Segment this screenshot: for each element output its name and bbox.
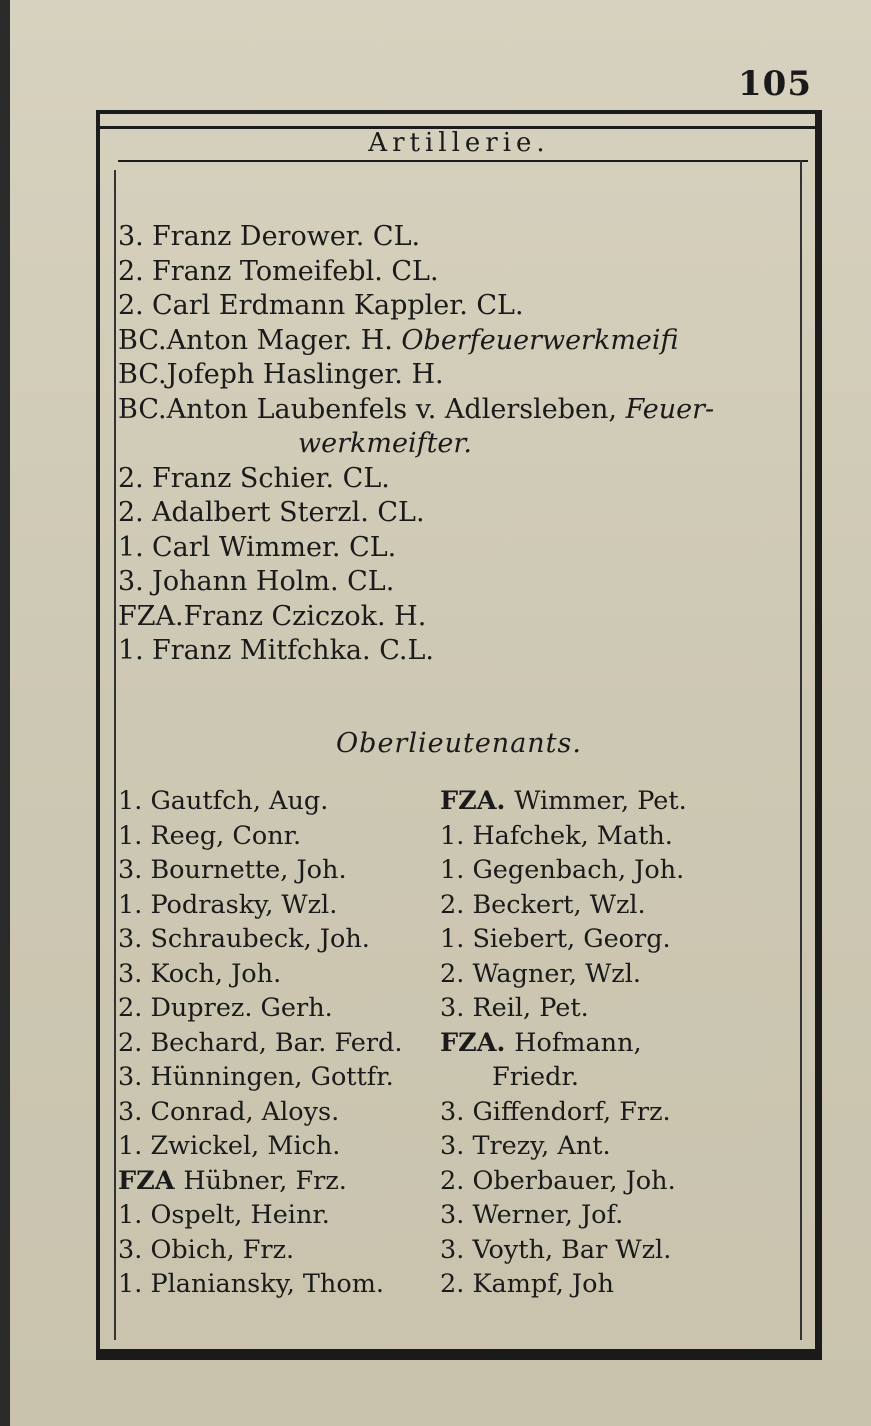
battalion-number: 3. [118,958,151,989]
officer-name: Ospelt, Heinr. [150,1200,330,1230]
lieutenant-entry [440,1060,800,1095]
officer-name: Franz Mitfchka. C.L. [152,635,434,666]
officer-rank: Oberfeuerwerkmeifi [401,324,679,356]
lieutenant-entry [118,957,448,992]
officer-name: Franz Cziczok. H. [183,600,427,632]
lieutenant-entry [118,784,448,819]
lieutenant-entry [440,1267,800,1302]
lieutenant-entry [440,1198,800,1233]
captain-entry [118,634,808,669]
officer-name: Schraubeck, Joh. [150,924,370,954]
lieutenant-entry [118,991,448,1026]
lieutenant-entry [440,1129,800,1164]
officer-name: Gegenbach, Joh. [472,855,685,885]
officer-rank: Feuer- [625,393,715,425]
captain-entry [118,496,808,531]
officer-name: Carl Wimmer. CL. [152,531,397,563]
lieutenant-entry [440,1164,800,1199]
battalion-number: 3. [118,221,144,252]
battalion-number: 2. [118,993,151,1023]
officer-name: Beckert, Wzl. [472,889,646,920]
battalion-number: 3. [118,855,151,885]
officer-name: Reeg, Conr. [150,820,302,851]
officer-name: Reil, Pet. [472,993,589,1023]
lieutenant-entry [118,1198,448,1233]
lieutenant-entry [440,957,800,992]
battalion-number: 3. [118,566,144,597]
battalion-number: 3. [118,1234,151,1265]
captain-entry [118,462,808,497]
officer-name: Wimmer, Pet. [514,786,687,816]
lieutenant-entry [118,1267,448,1302]
battalion-number: 3. [118,1062,151,1092]
captain-entry [118,565,808,600]
captain-entry [118,600,808,635]
lieutenant-entry [118,1164,448,1199]
battalion-number: 1. [118,786,151,816]
lieutenant-entry [118,1060,448,1095]
officer-name: Voyth, Bar Wzl. [472,1234,672,1265]
battalion-number: 1. [118,1269,151,1299]
battalion-number: 1. [118,531,144,563]
lieutenant-entry [440,888,800,923]
captain-entry [118,324,808,359]
captain-entry [118,393,808,428]
officer-name: Hünningen, Gottfr. [150,1062,394,1092]
captain-entry [118,220,808,255]
battalion-number: 2. [118,462,144,494]
lieutenant-entry [440,1095,800,1130]
battalion-number: 3. [440,1234,473,1265]
battalion-number: FZA [118,1165,184,1196]
lieutenant-entry [440,1233,800,1268]
battalion-number: 1. [440,855,473,885]
battalion-number: 1. [118,1200,151,1230]
battalion-number: 3. [440,993,473,1023]
officer-name: Wagner, Wzl. [472,958,641,989]
officer-name: Kampf, Joh [472,1269,614,1299]
captain-entry [118,289,808,324]
battalion-number: 3. [118,924,151,954]
battalion-number: FZA. [440,1027,515,1058]
battalion-number: BC. [118,393,167,425]
officer-name: Franz Schier. CL. [152,462,390,494]
captains-list [118,220,808,669]
lieutenant-entry [440,819,800,854]
battalion-number: 2. [440,889,473,920]
battalion-number: 1. [440,924,473,954]
officer-name: Jofeph Haslinger. H. [166,359,444,390]
lieutenant-entry [440,922,800,957]
officer-name: Johann Holm. CL. [152,566,395,597]
officer-name: Podrasky, Wzl. [150,889,338,920]
captain-entry [118,255,808,290]
battalion-number: 1. [440,820,473,851]
officer-name: Conrad, Aloys. [150,1096,340,1127]
officer-name: Oberbauer, Joh. [472,1165,676,1196]
lieutenant-entry [440,1026,800,1061]
lieutenant-entry [118,1129,448,1164]
battalion-number: 3. [440,1131,473,1161]
officer-name: Giffendorf, Frz. [472,1096,671,1127]
officer-name: Adalbert Sterzl. CL. [152,497,425,528]
lieutenant-entry [118,819,448,854]
officer-name: Hübner, Frz. [183,1165,347,1196]
lieutenant-entry [440,853,800,888]
battalion-number: 3. [440,1200,473,1230]
lieutenants-left-column [118,784,448,1302]
lieutenant-entry [118,922,448,957]
officer-name: Hafchek, Math. [472,820,673,851]
lieutenant-entry [118,853,448,888]
battalion-number: 2. [118,290,144,321]
battalion-number: FZA. [440,786,515,816]
officer-name: Werner, Jof. [472,1200,624,1230]
battalion-number: 2. [440,1269,473,1299]
officer-name: Bournette, Joh. [150,855,347,885]
officer-name: Franz Tomeifebl. CL. [152,255,439,287]
officer-name: Bechard, Bar. Ferd. [150,1027,403,1058]
battalion-number: 1. [118,889,151,920]
captain-entry [118,531,808,566]
battalion-number: 1. [118,1131,151,1161]
officer-name: Anton Mager. H. [166,324,402,356]
lieutenant-entry [440,991,800,1026]
battalion-number: FZA. [118,600,184,632]
officer-name: Koch, Joh. [150,958,282,989]
officer-name: Hofmann, [514,1027,642,1058]
lieutenant-entry [440,784,800,819]
page-binding-edge [0,0,10,1426]
officer-name: Obich, Frz. [150,1234,295,1265]
battalion-number: BC. [118,324,167,356]
officer-name: Duprez. Gerh. [150,993,333,1023]
battalion-number: 2. [440,958,473,989]
battalion-number: 2. [118,497,144,528]
officer-name: Planiansky, Thom. [150,1269,384,1299]
battalion-number: 2. [118,255,144,287]
battalion-number: 1. [118,635,144,666]
captain-entry [118,358,808,393]
bottom-rule [96,1350,822,1360]
battalion-number: 3. [440,1096,473,1127]
battalion-number: 2. [118,1027,151,1058]
officer-rank: werkmeifter. [298,428,472,459]
lieutenant-entry [118,1026,448,1061]
battalion-number: BC. [118,359,167,390]
lieutenants-right-column [440,784,800,1302]
lieutenants-heading: Oberlieutenants. [336,728,582,759]
battalion-number: 3. [118,1096,151,1127]
page-number: 105 [738,64,812,104]
lieutenant-entry [118,888,448,923]
captain-entry [118,427,808,462]
battalion-number: 2. [440,1165,473,1196]
battalion-number: 1. [118,820,151,851]
officer-name: Carl Erdmann Kappler. CL. [152,290,524,321]
officer-name: Zwickel, Mich. [150,1131,341,1161]
officer-name: Franz Derower. CL. [152,221,421,252]
title-rule [118,160,808,162]
section-title: Artillerie. [368,128,550,158]
officer-name: Siebert, Georg. [472,924,671,954]
officer-name: Trezy, Ant. [472,1131,611,1161]
officer-name: Gautfch, Aug. [150,786,329,816]
officer-name: Friedr. [492,1062,579,1092]
lieutenant-entry [118,1233,448,1268]
lieutenant-entry [118,1095,448,1130]
officer-name: Anton Laubenfels v. Adlersleben, [166,393,626,425]
